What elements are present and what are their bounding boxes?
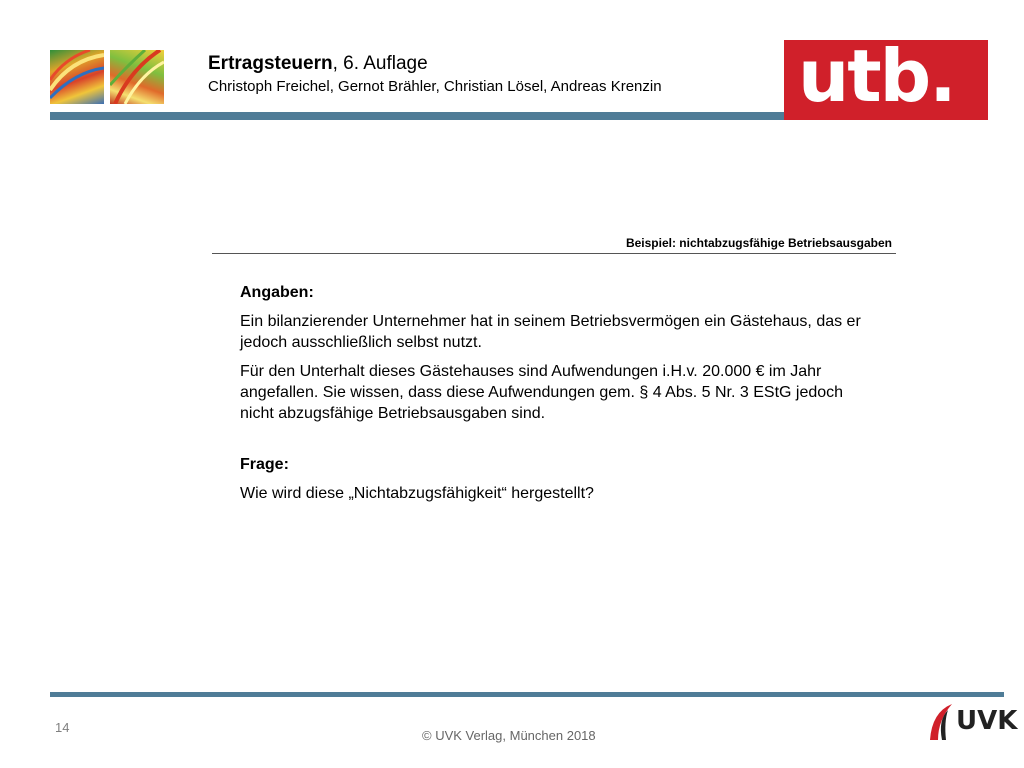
utb-logo: [784, 34, 988, 120]
cover-thumbnail-2: [110, 50, 164, 104]
uvk-sail-icon: [926, 702, 956, 742]
uvk-logo-text: UVK: [956, 706, 1018, 736]
section-rule: [212, 253, 896, 254]
book-authors: Christoph Freichel, Gernot Brähler, Christian Lösel, Andreas Krenzin: [208, 78, 662, 95]
spacer: [240, 432, 880, 454]
frage-text: Wie wird diese „Nichtabzugsfähigkeit“ hergestellt?: [240, 485, 594, 502]
cover-thumbnail-1: [50, 50, 104, 104]
angaben-paragraph-2: Für den Unterhalt dieses Gästehauses sind Aufwendungen i.H.v. 20.000 € im Jahr angefallen. Sie wissen, dass diese Aufwendungen gem. § 4 Abs. 5 Nr. 3 EStG jedoch nicht abzugsfähige Betriebsausgaben sind.: [240, 363, 844, 422]
slide-content: [240, 282, 880, 512]
section-label: Beispiel: nichtabzugsfähige Betriebsausgaben: [625, 236, 892, 250]
uvk-logo: [926, 702, 1018, 742]
footer-rule: [50, 692, 1004, 697]
angaben-paragraph-1: Ein bilanzierender Unternehmer hat in seinem Betriebsvermögen ein Gästehaus, das er jedoch ausschließlich selbst nutzt.: [240, 313, 861, 351]
copyright-notice: © UVK Verlag, München 2018: [422, 728, 596, 743]
frage-heading: Frage:: [240, 456, 289, 473]
book-title: [208, 53, 428, 75]
angaben-heading: Angaben:: [240, 284, 314, 301]
book-title-edition: , 6. Auflage: [332, 53, 428, 74]
page-number: 14: [55, 720, 70, 735]
book-title-bold: Ertragsteuern: [208, 53, 333, 74]
utb-logo-text: utb.: [798, 34, 955, 118]
header-rule: [50, 112, 850, 120]
